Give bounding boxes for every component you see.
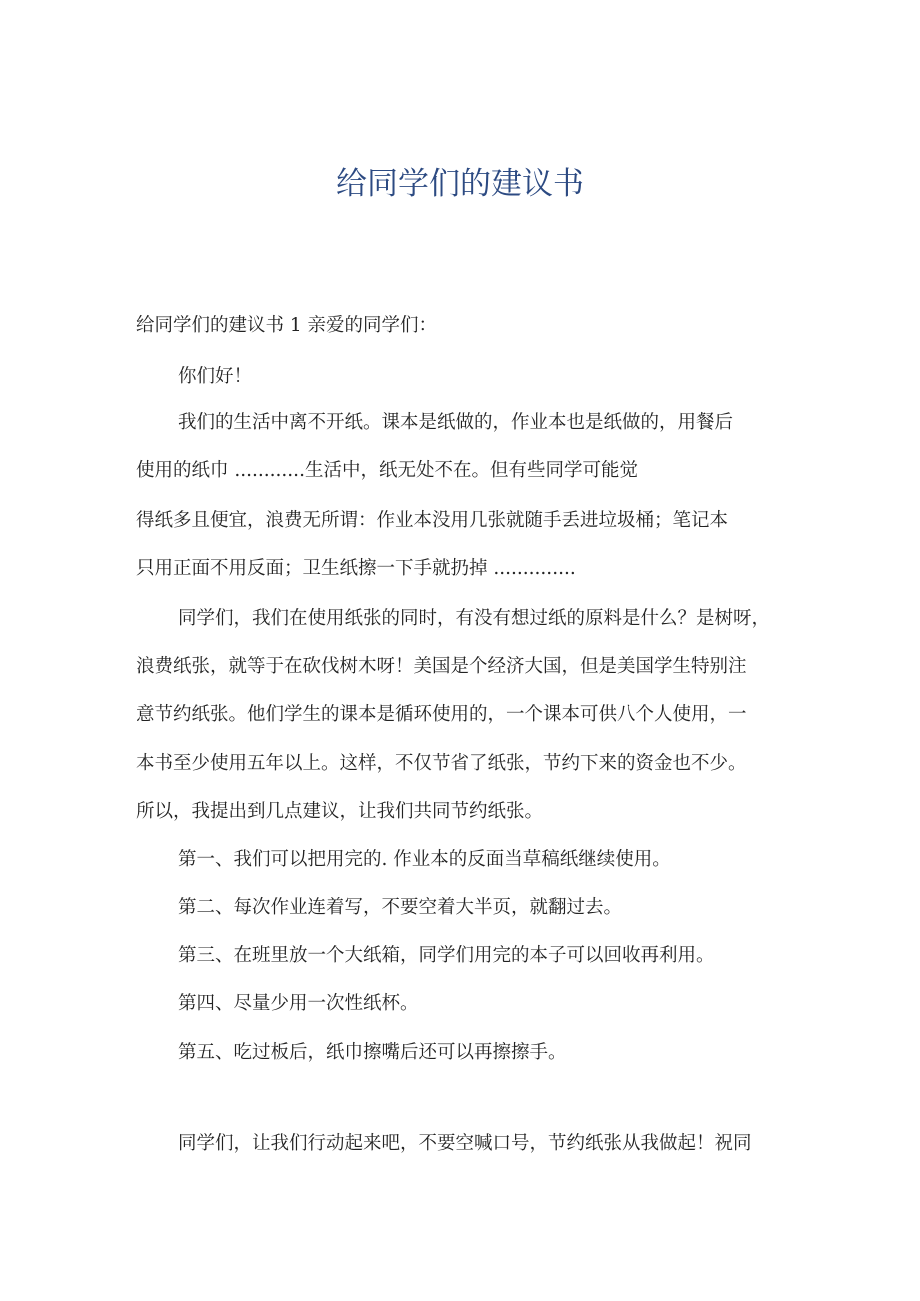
suggestion-line: 第二、每次作业连着写，不要空着大半页，就翻过去。 [178, 897, 623, 918]
suggestion-line: 第一、我们可以把用完的. 作业本的反面当草稿纸继续使用。 [178, 849, 671, 870]
greeting-line: 给同学们的建议书 1 亲爱的同学们： [136, 315, 438, 336]
paragraph-line: 使用的纸巾 ............生活中，纸无处不在。但有些同学可能觉 [136, 460, 638, 481]
paragraph-line: 我们的生活中离不开纸。课本是纸做的，作业本也是纸做的，用餐后 [178, 412, 734, 433]
paragraph-line: 本书至少使用五年以上。这样，不仅节省了纸张，节约下来的资金也不少。 [136, 753, 747, 774]
document-title: 给同学们的建议书 [336, 166, 584, 202]
paragraph-line: 得纸多且便宜，浪费无所谓：作业本没用几张就随手丢进垃圾桶；笔记本 [136, 510, 729, 531]
paragraph-line: 所以，我提出到几点建议，让我们共同节约纸张。 [136, 801, 544, 822]
salutation-line: 你们好！ [178, 366, 253, 387]
paragraph-line: 意节约纸张。他们学生的课本是循环使用的，一个课本可供八个人使用，一 [136, 704, 747, 725]
suggestion-line: 第四、尽量少用一次性纸杯。 [178, 993, 419, 1014]
closing-line: 同学们，让我们行动起来吧，不要空喊口号，节约纸张从我做起！祝同 [178, 1133, 752, 1154]
paragraph-line: 同学们，我们在使用纸张的同时，有没有想过纸的原料是什么？是树呀， [178, 608, 771, 629]
suggestion-line: 第五、吃过板后，纸巾擦嘴后还可以再擦擦手。 [178, 1042, 567, 1063]
paragraph-line: 浪费纸张，就等于在砍伐树木呀！美国是个经济大国，但是美国学生特别注 [136, 656, 747, 677]
paragraph-line: 只用正面不用反面；卫生纸擦一下手就扔掉 .............. [136, 558, 576, 579]
suggestion-line: 第三、在班里放一个大纸箱，同学们用完的本子可以回收再利用。 [178, 945, 715, 966]
